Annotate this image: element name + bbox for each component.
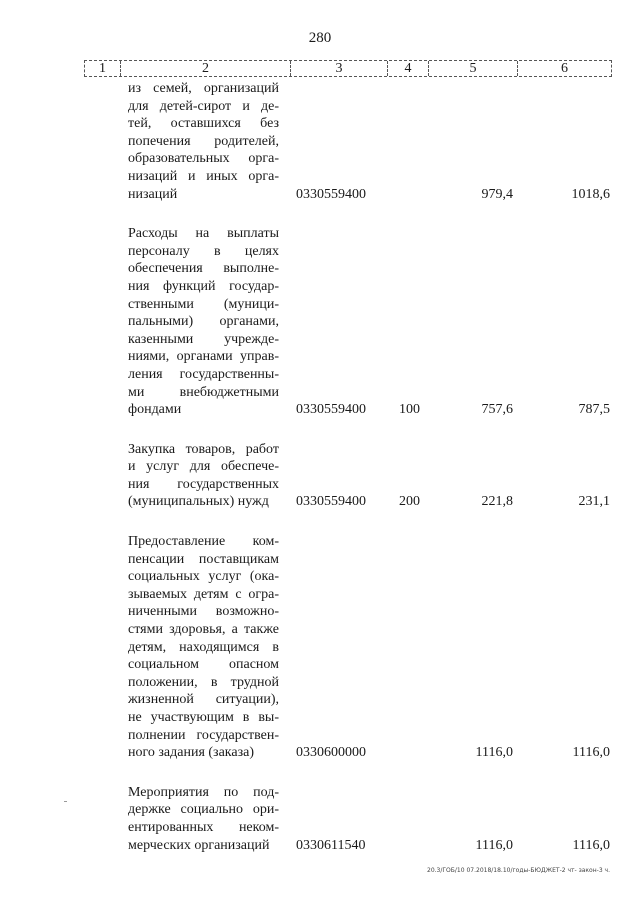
header-col-3: 3 bbox=[291, 61, 388, 76]
header-col-6: 6 bbox=[561, 61, 568, 76]
header-col-1: 1 bbox=[85, 61, 121, 76]
row-description bbox=[128, 784, 279, 854]
description-line: ния государственных bbox=[128, 476, 279, 492]
description-line: ления государственны- bbox=[128, 366, 279, 382]
description-line: мерческих организаций bbox=[128, 837, 270, 853]
row-value-col6: 1116,0 bbox=[572, 745, 610, 761]
description-line: полнении государствен- bbox=[128, 727, 279, 743]
description-line: низаций и иных орга- bbox=[128, 168, 279, 184]
table-row bbox=[0, 80, 640, 203]
table-header bbox=[84, 60, 612, 77]
table-row bbox=[0, 533, 640, 762]
description-line: ентированных неком- bbox=[128, 819, 279, 835]
description-line: казенными учрежде- bbox=[128, 331, 279, 347]
description-line: ния функций государ- bbox=[128, 278, 279, 294]
description-line: стями здоровья, а также bbox=[128, 622, 279, 638]
description-line: Мероприятия по под- bbox=[128, 784, 279, 800]
header-col-2: 2 bbox=[121, 61, 291, 76]
row-spacer bbox=[0, 419, 640, 441]
description-line: персоналу в целях bbox=[128, 243, 279, 259]
description-line: обеспечения выполне- bbox=[128, 261, 279, 277]
description-line: и услуг для обеспече- bbox=[128, 459, 279, 475]
description-line: пальными) органами, bbox=[128, 314, 279, 330]
description-line: образовательных орга- bbox=[128, 151, 279, 167]
row-spacer bbox=[0, 511, 640, 533]
table-body bbox=[0, 80, 640, 854]
description-line: ниченными возможно- bbox=[128, 604, 279, 620]
row-value-col6: 1116,0 bbox=[572, 837, 610, 853]
row-code: 0330559400 bbox=[296, 402, 366, 418]
row-description bbox=[128, 225, 279, 419]
header-col-5: 5 bbox=[429, 61, 518, 76]
description-line: из семей, организаций bbox=[128, 81, 279, 96]
row-description bbox=[128, 533, 279, 762]
description-line: положении, в трудной bbox=[128, 674, 279, 690]
description-line: попечения родителей, bbox=[128, 133, 279, 149]
row-description bbox=[128, 441, 279, 511]
row-value-col5: 1116,0 bbox=[475, 837, 513, 853]
row-value-col6: 787,5 bbox=[578, 402, 610, 418]
description-line: социальных услуг (ока- bbox=[128, 569, 279, 585]
table-row bbox=[0, 441, 640, 511]
description-line: низаций bbox=[128, 186, 178, 202]
row-spacer bbox=[0, 203, 640, 225]
row-spacer bbox=[0, 762, 640, 784]
row-expense-type: 100 bbox=[399, 402, 420, 418]
row-value-col5: 221,8 bbox=[481, 494, 513, 510]
description-line: ного задания (заказа) bbox=[128, 745, 255, 761]
footer-code: 20.3/ГОБ/10 07.2018/18.10/годы-БЮДЖЕТ-2 чт- закон-3 ч. bbox=[427, 867, 610, 874]
row-code: 0330611540 bbox=[296, 837, 366, 853]
description-line: ниями, органами управ- bbox=[128, 349, 279, 365]
description-line: для детей-сирот и де- bbox=[128, 98, 279, 114]
description-line: Предоставление ком- bbox=[128, 534, 279, 550]
description-line: зываемых детям с огра- bbox=[128, 586, 279, 602]
description-line: ми внебюджетными bbox=[128, 384, 279, 400]
table-row bbox=[0, 225, 640, 419]
header-col-4: 4 bbox=[388, 61, 429, 76]
table-row bbox=[0, 784, 640, 854]
row-value-col6: 231,1 bbox=[578, 494, 610, 510]
row-code: 0330600000 bbox=[296, 745, 366, 761]
row-code: 0330559400 bbox=[296, 494, 366, 510]
description-line: ственными (муници- bbox=[128, 296, 279, 312]
row-description bbox=[128, 80, 279, 203]
description-line: жизненной ситуации), bbox=[128, 692, 279, 708]
description-line: тей, оставшихся без bbox=[128, 116, 279, 132]
margin-mark bbox=[64, 801, 67, 802]
description-line: не участвующим в вы- bbox=[128, 710, 279, 725]
row-value-col5: 979,4 bbox=[481, 186, 513, 202]
description-line: пенсации поставщикам bbox=[128, 551, 279, 567]
page-number: 280 bbox=[308, 30, 332, 46]
row-value-col5: 757,6 bbox=[481, 402, 513, 418]
description-line: фондами bbox=[128, 402, 182, 418]
row-expense-type: 200 bbox=[399, 494, 420, 510]
row-code: 0330559400 bbox=[296, 186, 366, 202]
row-value-col5: 1116,0 bbox=[475, 745, 513, 761]
description-line: Закупка товаров, работ bbox=[128, 441, 279, 457]
description-line: держке социально ори- bbox=[128, 802, 279, 818]
description-line: социальном опасном bbox=[128, 657, 279, 673]
description-line: Расходы на выплаты bbox=[128, 226, 279, 242]
row-value-col6: 1018,6 bbox=[571, 186, 610, 202]
description-line: детям, находящимся в bbox=[128, 639, 279, 655]
description-line: (муниципальных) нужд bbox=[128, 494, 269, 510]
